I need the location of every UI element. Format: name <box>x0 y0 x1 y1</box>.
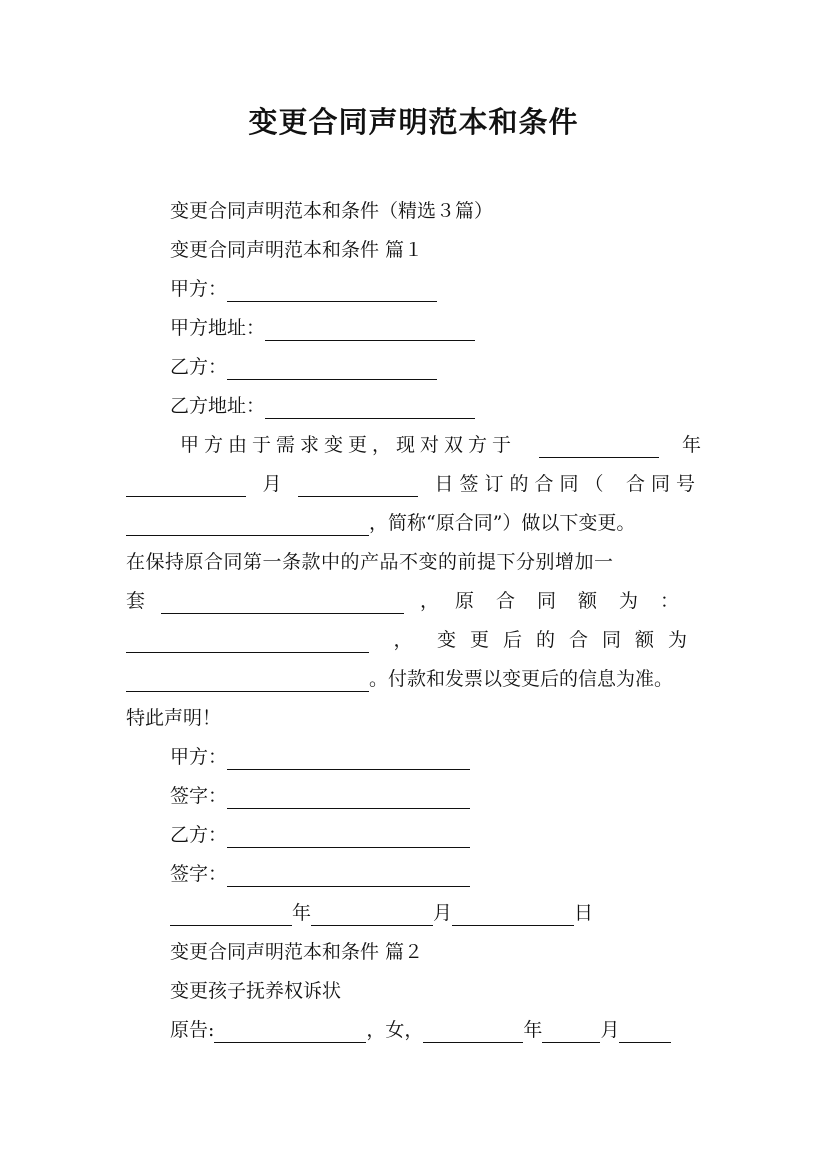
set-quantity-blank <box>161 595 404 614</box>
contract-number-blank <box>126 517 369 536</box>
plaintiff-month-label: 月 <box>600 1019 620 1041</box>
sign-day-blank <box>452 907 574 926</box>
plaintiff-year-label: 年 <box>523 1019 543 1041</box>
sign-b-blank <box>227 868 470 887</box>
party-a-label: 甲方： <box>170 278 228 300</box>
para1-text-7: 。付款和发票以变更后的信息为准。 <box>369 668 674 690</box>
para1-text-2c: 合同号 <box>625 473 701 495</box>
sign-party-a-blank <box>227 751 470 770</box>
section2-title: 变更孩子抚养权诉状 <box>170 980 342 1002</box>
para1-text-5b: ， <box>419 590 439 612</box>
para1-text-6b: 变更后的合同额为 <box>436 629 701 651</box>
para1-text-6a: ， <box>393 629 413 651</box>
contract-month-blank <box>126 478 246 497</box>
para1-line3 <box>126 510 701 536</box>
para1-line7 <box>126 666 701 692</box>
plaintiff-sep: ，女， <box>366 1019 424 1041</box>
sign-year-blank <box>170 907 292 926</box>
para1-text-2a: 月 <box>262 473 282 495</box>
para1-text-5c: 原合同额为： <box>454 590 701 612</box>
sign-month-label: 月 <box>433 902 453 924</box>
section2-heading: 变更合同声明范本和条件 篇２ <box>170 941 424 963</box>
para1-text-5a: 套 <box>126 590 146 612</box>
sign-b-label: 签字： <box>170 863 228 885</box>
para1-line1 <box>180 432 701 458</box>
document-title: 变更合同声明范本和条件 <box>248 105 579 139</box>
sign-day-label: 日 <box>574 902 594 924</box>
party-b-line <box>170 354 437 380</box>
plaintiff-line <box>170 1017 671 1043</box>
para1-line2 <box>126 471 701 497</box>
para1-line5 <box>126 588 701 614</box>
subtitle: 变更合同声明范本和条件（精选３篇） <box>170 200 494 222</box>
party-a-line <box>170 276 437 302</box>
party-b-label: 乙方： <box>170 356 228 378</box>
plaintiff-year-blank <box>423 1024 523 1043</box>
para1-text-1b: 年 <box>681 434 701 456</box>
sign-month-blank <box>311 907 433 926</box>
party-b-address-line <box>170 393 475 419</box>
sign-party-b-blank <box>227 829 470 848</box>
party-b-address-label: 乙方地址： <box>170 395 266 417</box>
sign-party-a-label: 甲方： <box>170 746 228 768</box>
sign-year-label: 年 <box>292 902 312 924</box>
party-a-address-line <box>170 315 475 341</box>
plaintiff-name-blank <box>214 1024 366 1043</box>
para1-text-1a: 甲方由于需求变更，现对双方于 <box>180 434 517 456</box>
para1-text-3a: ，简称“原合同”）做以下变更。 <box>369 512 636 534</box>
contract-year-blank <box>539 439 659 458</box>
sign-a-blank <box>227 790 470 809</box>
para1-line8: 特此声明！ <box>126 707 222 729</box>
sign-b-line <box>170 861 470 887</box>
party-b-blank <box>227 361 437 380</box>
party-a-address-label: 甲方地址： <box>170 317 266 339</box>
para1-text-2b: 日签订的合同（ <box>434 473 610 495</box>
plaintiff-label: 原告: <box>170 1019 215 1041</box>
party-b-address-blank <box>265 400 475 419</box>
sign-party-b-label: 乙方： <box>170 824 228 846</box>
plaintiff-month-blank <box>542 1024 600 1043</box>
contract-day-blank <box>298 478 418 497</box>
section1-heading: 变更合同声明范本和条件 篇１ <box>170 239 424 261</box>
sign-a-line <box>170 783 470 809</box>
sign-a-label: 签字： <box>170 785 228 807</box>
para1-line4: 在保持原合同第一条款中的产品不变的前提下分别增加一 <box>126 551 614 573</box>
sign-party-a-line <box>170 744 470 770</box>
sign-date-line <box>170 900 593 926</box>
original-amount-blank <box>126 634 369 653</box>
sign-party-b-line <box>170 822 470 848</box>
party-a-address-blank <box>265 322 475 341</box>
para1-line6 <box>126 627 701 653</box>
new-amount-blank <box>126 673 369 692</box>
plaintiff-day-blank <box>619 1024 671 1043</box>
party-a-blank <box>227 283 437 302</box>
